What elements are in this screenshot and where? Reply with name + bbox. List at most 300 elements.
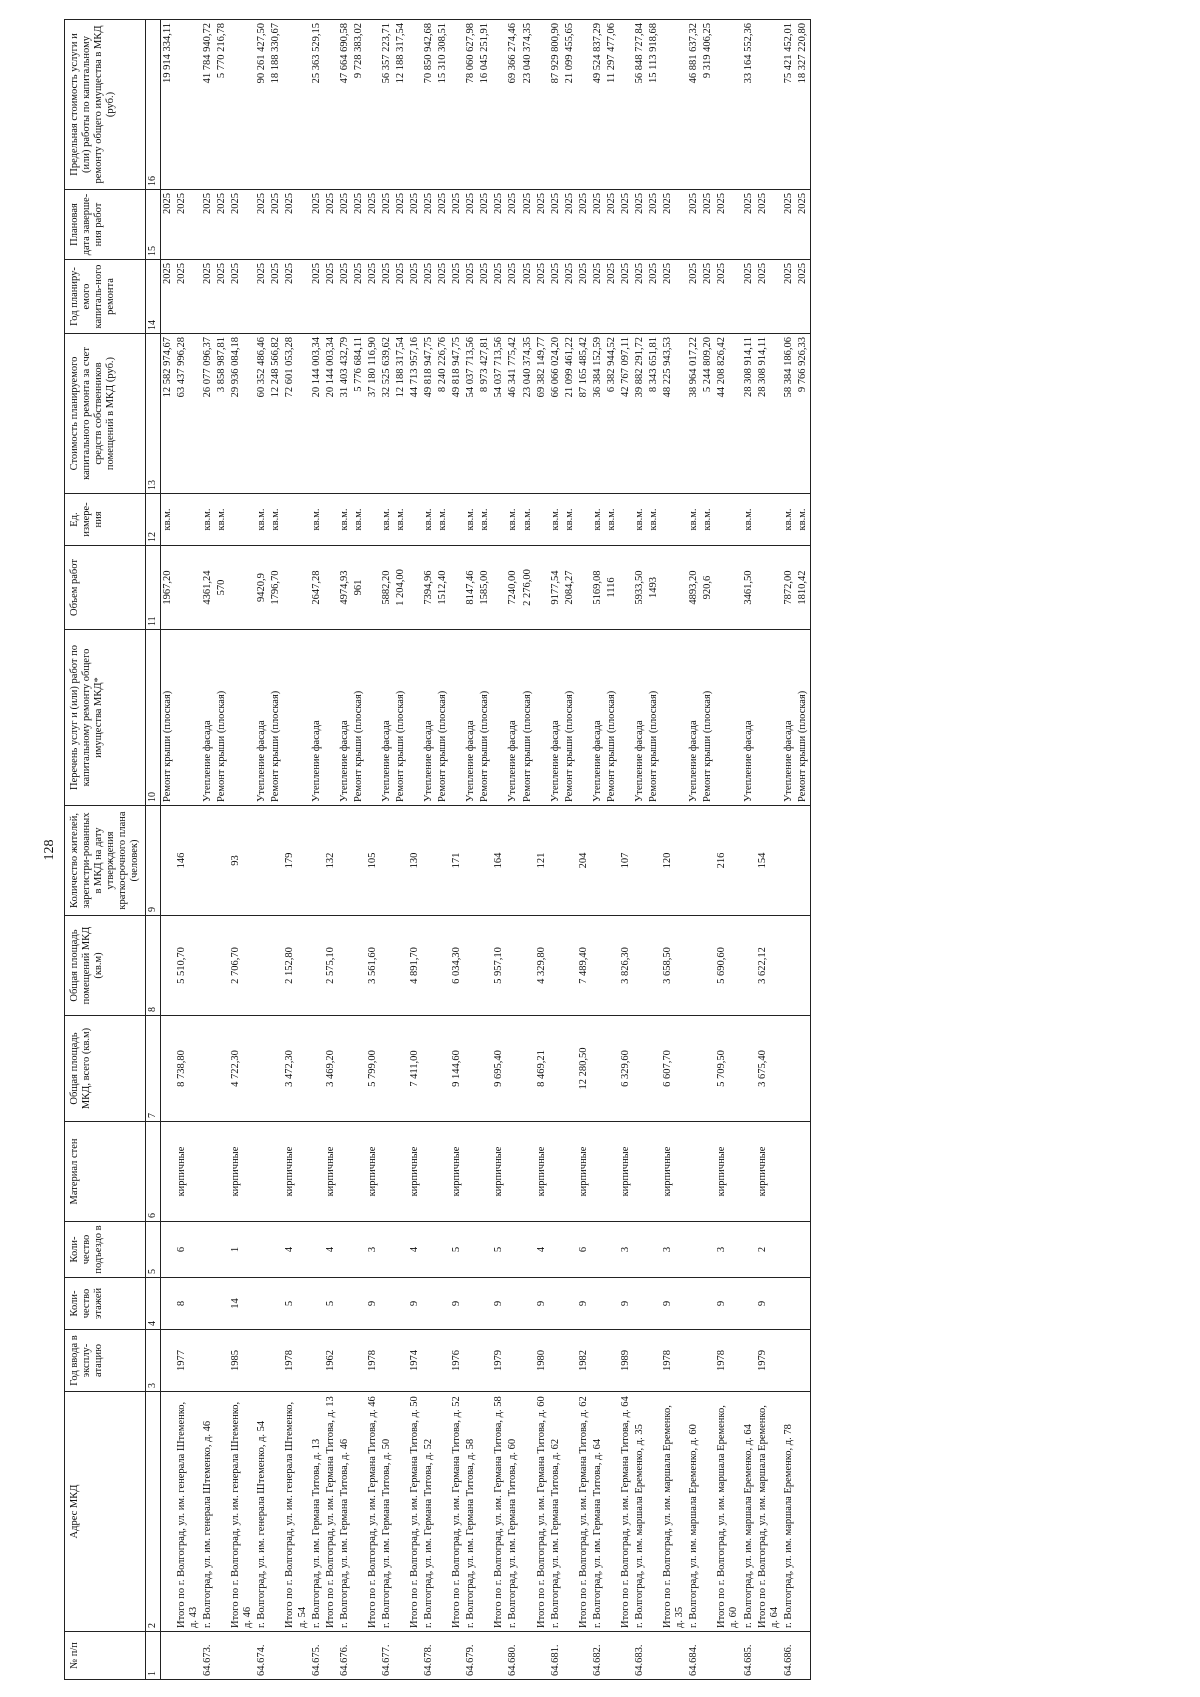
plan-year-cell: 2025 xyxy=(408,260,422,334)
entrances-cell xyxy=(436,1222,450,1278)
entrances-cell xyxy=(633,1222,647,1278)
plan-year-cell: 2025 xyxy=(478,260,492,334)
volume-cell: 1 204,00 xyxy=(394,546,408,630)
premises-area-cell xyxy=(506,916,520,1016)
premises-area-cell xyxy=(380,916,394,1016)
cost-cell: 8 240 226,76 xyxy=(436,334,450,494)
residents-cell xyxy=(310,806,324,916)
entrances-cell: 4 xyxy=(535,1222,549,1278)
floors-cell xyxy=(782,1278,796,1330)
row-number: 64.685. xyxy=(742,1632,756,1680)
material-cell: кирпичные xyxy=(324,1122,338,1222)
entrances-cell xyxy=(464,1222,478,1278)
premises-area-cell xyxy=(422,916,436,1016)
end-date-cell: 2025 xyxy=(324,190,338,260)
limit-cost-cell: 15 113 918,68 xyxy=(647,20,661,190)
address-cell xyxy=(160,1392,175,1632)
premises-area-cell xyxy=(701,916,715,1016)
work-type-cell xyxy=(324,630,338,806)
floors-cell xyxy=(380,1278,394,1330)
cost-cell: 66 066 024,20 xyxy=(549,334,563,494)
end-date-cell: 2025 xyxy=(591,190,605,260)
floors-cell xyxy=(160,1278,175,1330)
unit-cell xyxy=(577,494,591,546)
plan-year-cell: 2025 xyxy=(380,260,394,334)
row-number: 64.684. xyxy=(687,1632,701,1680)
cost-cell: 48 225 943,53 xyxy=(661,334,687,494)
residents-cell: 93 xyxy=(229,806,255,916)
year-cell xyxy=(160,1330,175,1392)
end-date-cell: 2025 xyxy=(215,190,229,260)
plan-year-cell: 2025 xyxy=(366,260,380,334)
premises-area-cell xyxy=(521,916,535,1016)
premises-area-cell: 2 575,10 xyxy=(324,916,338,1016)
year-cell xyxy=(782,1330,796,1392)
work-type-cell xyxy=(408,630,422,806)
limit-cost-cell: 41 784 940,72 xyxy=(201,20,215,190)
work-type-cell: Утепление фасада xyxy=(201,630,215,806)
cost-cell: 36 384 152,59 xyxy=(591,334,605,494)
column-number: 4 xyxy=(146,1278,161,1330)
work-type-cell: Утепление фасада xyxy=(310,630,324,806)
year-cell xyxy=(521,1330,535,1392)
end-date-cell: 2025 xyxy=(782,190,796,260)
year-cell: 1979 xyxy=(492,1330,506,1392)
work-type-cell xyxy=(283,630,309,806)
address-cell xyxy=(394,1392,408,1632)
address-cell: Итого по г. Волгоград, ул. им. маршала Еременко, д. 64 xyxy=(756,1392,782,1632)
year-cell: 1978 xyxy=(366,1330,380,1392)
unit-cell: кв.м. xyxy=(605,494,619,546)
limit-cost-cell xyxy=(283,20,309,190)
limit-cost-cell xyxy=(715,20,741,190)
floors-cell xyxy=(742,1278,756,1330)
total-area-cell xyxy=(701,1016,715,1122)
plan-year-cell: 2025 xyxy=(782,260,796,334)
total-row xyxy=(492,20,506,1680)
year-cell xyxy=(338,1330,352,1392)
volume-cell xyxy=(283,546,309,630)
column-header: Год планиру-емого капиталь-ного ремонта xyxy=(65,260,146,334)
premises-area-cell xyxy=(796,916,811,1016)
year-cell xyxy=(633,1330,647,1392)
volume-cell xyxy=(450,546,464,630)
total-area-cell: 8 469,21 xyxy=(535,1016,549,1122)
residents-cell xyxy=(338,806,352,916)
end-date-cell: 2025 xyxy=(715,190,741,260)
table-row xyxy=(563,20,577,1680)
volume-cell: 1116 xyxy=(605,546,619,630)
material-cell: кирпичные xyxy=(229,1122,255,1222)
work-type-cell: Ремонт крыши (плоская) xyxy=(701,630,715,806)
address-cell xyxy=(478,1392,492,1632)
floors-cell: 9 xyxy=(366,1278,380,1330)
cost-cell: 31 403 432,79 xyxy=(338,334,352,494)
year-cell: 1982 xyxy=(577,1330,591,1392)
column-number: 5 xyxy=(146,1222,161,1278)
end-date-cell: 2025 xyxy=(175,190,201,260)
end-date-cell: 2025 xyxy=(661,190,687,260)
cost-cell: 32 525 639,62 xyxy=(380,334,394,494)
work-type-cell xyxy=(661,630,687,806)
column-header: Перечень услуг и (или) работ по капитальному ремонту общего имущества МКД* xyxy=(65,630,146,806)
total-area-cell: 7 411,00 xyxy=(408,1016,422,1122)
table-row xyxy=(782,20,796,1680)
address-cell: Итого по г. Волгоград, ул. им. Германа Титова, д. 62 xyxy=(577,1392,591,1632)
volume-cell xyxy=(229,546,255,630)
unit-cell xyxy=(408,494,422,546)
material-cell xyxy=(436,1122,450,1222)
address-cell xyxy=(563,1392,577,1632)
residents-cell xyxy=(782,806,796,916)
entrances-cell: 4 xyxy=(408,1222,422,1278)
end-date-cell: 2025 xyxy=(201,190,215,260)
unit-cell: кв.м. xyxy=(521,494,535,546)
address-cell: г. Волгоград, ул. им. маршала Еременко, д. 35 xyxy=(633,1392,647,1632)
table-row xyxy=(394,20,408,1680)
total-area-cell xyxy=(201,1016,215,1122)
total-area-cell: 5 709,50 xyxy=(715,1016,741,1122)
address-cell xyxy=(269,1392,283,1632)
address-cell: г. Волгоград, ул. им. Германа Титова, д. 62 xyxy=(549,1392,563,1632)
address-cell: Итого по г. Волгоград, ул. им. Германа Титова, д. 52 xyxy=(450,1392,464,1632)
table-row xyxy=(687,20,701,1680)
plan-year-cell: 2025 xyxy=(577,260,591,334)
address-cell xyxy=(215,1392,229,1632)
cost-cell: 54 037 713,56 xyxy=(464,334,478,494)
residents-cell: 121 xyxy=(535,806,549,916)
table-row xyxy=(215,20,229,1680)
residents-cell: 164 xyxy=(492,806,506,916)
address-cell: г. Волгоград, ул. им. Германа Титова, д. 58 xyxy=(464,1392,478,1632)
table-row xyxy=(201,20,215,1680)
residents-cell xyxy=(633,806,647,916)
limit-cost-cell: 9 728 383,02 xyxy=(352,20,366,190)
total-area-cell: 6 329,60 xyxy=(619,1016,633,1122)
premises-area-cell: 2 706,70 xyxy=(229,916,255,1016)
unit-cell xyxy=(324,494,338,546)
year-cell xyxy=(563,1330,577,1392)
cost-cell: 39 882 291,72 xyxy=(633,334,647,494)
address-cell: Итого по г. Волгоград, ул. им. Германа Титова, д. 64 xyxy=(619,1392,633,1632)
plan-year-cell: 2025 xyxy=(201,260,215,334)
residents-cell xyxy=(506,806,520,916)
column-number: 2 xyxy=(146,1392,161,1632)
address-cell: Итого по г. Волгоград, ул. им. Германа Титова, д. 46 xyxy=(366,1392,380,1632)
total-row xyxy=(577,20,591,1680)
premises-area-cell: 5 510,70 xyxy=(175,916,201,1016)
total-row xyxy=(283,20,309,1680)
floors-cell xyxy=(521,1278,535,1330)
plan-year-cell: 2025 xyxy=(591,260,605,334)
entrances-cell xyxy=(506,1222,520,1278)
limit-cost-cell xyxy=(535,20,549,190)
row-number xyxy=(436,1632,450,1680)
unit-cell: кв.м. xyxy=(255,494,269,546)
premises-area-cell xyxy=(215,916,229,1016)
premises-area-cell xyxy=(633,916,647,1016)
column-number: 11 xyxy=(146,546,161,630)
limit-cost-cell xyxy=(756,20,782,190)
end-date-cell: 2025 xyxy=(549,190,563,260)
end-date-cell: 2025 xyxy=(687,190,701,260)
work-type-cell: Утепление фасада xyxy=(549,630,563,806)
unit-cell: кв.м. xyxy=(796,494,811,546)
end-date-cell: 2025 xyxy=(229,190,255,260)
material-cell xyxy=(782,1122,796,1222)
plan-year-cell: 2025 xyxy=(742,260,756,334)
premises-area-cell: 3 561,60 xyxy=(366,916,380,1016)
table-row xyxy=(310,20,324,1680)
work-type-cell xyxy=(366,630,380,806)
end-date-cell: 2025 xyxy=(577,190,591,260)
end-date-cell: 2025 xyxy=(619,190,633,260)
total-area-cell: 12 280,50 xyxy=(577,1016,591,1122)
floors-cell: 5 xyxy=(283,1278,309,1330)
entrances-cell: 3 xyxy=(619,1222,633,1278)
cost-cell: 54 037 713,56 xyxy=(492,334,506,494)
row-number xyxy=(324,1632,338,1680)
limit-cost-cell: 25 363 529,15 xyxy=(310,20,324,190)
entrances-cell: 6 xyxy=(175,1222,201,1278)
end-date-cell: 2025 xyxy=(366,190,380,260)
volume-cell: 1796,70 xyxy=(269,546,283,630)
material-cell xyxy=(394,1122,408,1222)
work-type-cell xyxy=(450,630,464,806)
total-area-cell xyxy=(464,1016,478,1122)
residents-cell xyxy=(436,806,450,916)
work-type-cell: Ремонт крыши (плоская) xyxy=(796,630,811,806)
plan-year-cell: 2025 xyxy=(215,260,229,334)
end-date-cell: 2025 xyxy=(756,190,782,260)
material-cell: кирпичные xyxy=(715,1122,741,1222)
limit-cost-cell: 56 357 223,71 xyxy=(380,20,394,190)
total-area-cell: 3 469,20 xyxy=(324,1016,338,1122)
row-number xyxy=(160,1632,175,1680)
cost-cell: 44 208 826,42 xyxy=(715,334,741,494)
limit-cost-cell: 49 524 837,29 xyxy=(591,20,605,190)
plan-year-cell: 2025 xyxy=(269,260,283,334)
address-cell: г. Волгоград, ул. им. генерала Штеменко, д. 54 xyxy=(255,1392,269,1632)
row-number xyxy=(394,1632,408,1680)
plan-year-cell: 2025 xyxy=(422,260,436,334)
volume-cell xyxy=(661,546,687,630)
unit-cell: кв.м. xyxy=(160,494,175,546)
floors-cell: 9 xyxy=(661,1278,687,1330)
material-cell xyxy=(478,1122,492,1222)
year-cell xyxy=(269,1330,283,1392)
total-area-cell xyxy=(742,1016,756,1122)
total-row xyxy=(535,20,549,1680)
end-date-cell: 2025 xyxy=(283,190,309,260)
column-header: Предельная стоимость услуги и (или) работы по капитальному ремонту общего имущества в МКД (руб.) xyxy=(65,20,146,190)
column-header: Объем работ xyxy=(65,546,146,630)
end-date-cell: 2025 xyxy=(647,190,661,260)
limit-cost-cell: 9 319 406,25 xyxy=(701,20,715,190)
entrances-cell xyxy=(647,1222,661,1278)
row-number xyxy=(619,1632,633,1680)
cost-cell: 69 382 149,77 xyxy=(535,334,549,494)
entrances-cell xyxy=(255,1222,269,1278)
total-area-cell: 6 607,70 xyxy=(661,1016,687,1122)
table-row xyxy=(478,20,492,1680)
entrances-cell xyxy=(605,1222,619,1278)
residents-cell xyxy=(563,806,577,916)
year-cell: 1962 xyxy=(324,1330,338,1392)
column-number: 15 xyxy=(146,190,161,260)
unit-cell xyxy=(715,494,741,546)
unit-cell xyxy=(492,494,506,546)
plan-year-cell: 2025 xyxy=(394,260,408,334)
row-number: 64.681. xyxy=(549,1632,563,1680)
work-type-cell: Ремонт крыши (плоская) xyxy=(563,630,577,806)
premises-area-cell: 6 034,30 xyxy=(450,916,464,1016)
limit-cost-cell: 56 848 727,84 xyxy=(633,20,647,190)
floors-cell xyxy=(563,1278,577,1330)
year-cell xyxy=(380,1330,394,1392)
material-cell xyxy=(742,1122,756,1222)
column-number: 12 xyxy=(146,494,161,546)
total-row xyxy=(324,20,338,1680)
volume-cell: 961 xyxy=(352,546,366,630)
year-cell xyxy=(605,1330,619,1392)
premises-area-cell: 3 622,12 xyxy=(756,916,782,1016)
plan-year-cell: 2025 xyxy=(436,260,450,334)
end-date-cell: 2025 xyxy=(633,190,647,260)
plan-year-cell: 2025 xyxy=(229,260,255,334)
unit-cell: кв.м. xyxy=(269,494,283,546)
row-number: 64.674. xyxy=(255,1632,269,1680)
address-cell xyxy=(605,1392,619,1632)
end-date-cell: 2025 xyxy=(380,190,394,260)
volume-cell: 5169,08 xyxy=(591,546,605,630)
year-cell xyxy=(742,1330,756,1392)
residents-cell xyxy=(215,806,229,916)
volume-cell: 1512,40 xyxy=(436,546,450,630)
floors-cell xyxy=(422,1278,436,1330)
total-area-cell: 9 144,60 xyxy=(450,1016,464,1122)
cost-cell: 37 180 116,90 xyxy=(366,334,380,494)
total-area-cell: 3 675,40 xyxy=(756,1016,782,1122)
row-number xyxy=(408,1632,422,1680)
total-area-cell xyxy=(422,1016,436,1122)
volume-cell xyxy=(577,546,591,630)
plan-year-cell: 2025 xyxy=(506,260,520,334)
volume-cell: 1493 xyxy=(647,546,661,630)
cost-cell: 46 341 775,42 xyxy=(506,334,520,494)
material-cell xyxy=(201,1122,215,1222)
plan-year-cell: 2025 xyxy=(492,260,506,334)
column-number: 16 xyxy=(146,20,161,190)
total-area-cell xyxy=(563,1016,577,1122)
limit-cost-cell: 75 421 452,01 xyxy=(782,20,796,190)
residents-cell: 146 xyxy=(175,806,201,916)
row-number: 64.675. xyxy=(310,1632,324,1680)
limit-cost-cell: 47 664 690,58 xyxy=(338,20,352,190)
material-cell xyxy=(215,1122,229,1222)
total-row xyxy=(715,20,741,1680)
residents-cell xyxy=(201,806,215,916)
material-cell: кирпичные xyxy=(577,1122,591,1222)
entrances-cell xyxy=(394,1222,408,1278)
year-cell xyxy=(591,1330,605,1392)
year-cell: 1976 xyxy=(450,1330,464,1392)
column-header: Адрес МКД xyxy=(65,1392,146,1632)
plan-year-cell: 2025 xyxy=(310,260,324,334)
unit-cell: кв.м. xyxy=(215,494,229,546)
row-number xyxy=(352,1632,366,1680)
plan-year-cell: 2025 xyxy=(633,260,647,334)
material-cell xyxy=(506,1122,520,1222)
floors-cell: 9 xyxy=(492,1278,506,1330)
plan-year-cell: 2025 xyxy=(619,260,633,334)
entrances-cell: 1 xyxy=(229,1222,255,1278)
address-cell: Итого по г. Волгоград, ул. им. генерала Штеменко, д. 46 xyxy=(229,1392,255,1632)
total-area-cell xyxy=(255,1016,269,1122)
residents-cell xyxy=(464,806,478,916)
plan-year-cell: 2025 xyxy=(535,260,549,334)
row-number xyxy=(577,1632,591,1680)
volume-cell: 1967,20 xyxy=(160,546,175,630)
limit-cost-cell: 16 045 251,91 xyxy=(478,20,492,190)
row-number xyxy=(283,1632,309,1680)
floors-cell xyxy=(591,1278,605,1330)
year-cell xyxy=(215,1330,229,1392)
volume-cell: 4361,24 xyxy=(201,546,215,630)
address-cell: Итого по г. Волгоград, ул. им. маршала Еременко, д. 60 xyxy=(715,1392,741,1632)
table-row xyxy=(605,20,619,1680)
row-number xyxy=(605,1632,619,1680)
column-number: 9 xyxy=(146,806,161,916)
address-cell: г. Волгоград, ул. им. Германа Титова, д. 50 xyxy=(380,1392,394,1632)
year-cell xyxy=(687,1330,701,1392)
address-cell: Итого по г. Волгоград, ул. им. генерала Штеменко, д. 54 xyxy=(283,1392,309,1632)
total-area-cell xyxy=(605,1016,619,1122)
work-type-cell: Утепление фасада xyxy=(422,630,436,806)
limit-cost-cell: 21 099 455,65 xyxy=(563,20,577,190)
material-cell: кирпичные xyxy=(366,1122,380,1222)
year-cell xyxy=(394,1330,408,1392)
work-type-cell: Утепление фасада xyxy=(464,630,478,806)
table-row xyxy=(549,20,563,1680)
address-cell: г. Волгоград, ул. им. Германа Титова, д. 60 xyxy=(506,1392,520,1632)
residents-cell xyxy=(647,806,661,916)
premises-area-cell xyxy=(394,916,408,1016)
volume-cell xyxy=(492,546,506,630)
total-area-cell xyxy=(549,1016,563,1122)
entrances-cell xyxy=(782,1222,796,1278)
work-type-cell: Утепление фасада xyxy=(591,630,605,806)
column-number: 3 xyxy=(146,1330,161,1392)
floors-cell xyxy=(310,1278,324,1330)
work-type-cell xyxy=(175,630,201,806)
table-header-row xyxy=(65,20,146,1680)
table-row xyxy=(742,20,756,1680)
limit-cost-cell: 19 914 334,11 xyxy=(160,20,175,190)
volume-cell xyxy=(619,546,633,630)
year-cell xyxy=(478,1330,492,1392)
residents-cell xyxy=(478,806,492,916)
floors-cell xyxy=(605,1278,619,1330)
cost-cell: 20 144 003,34 xyxy=(324,334,338,494)
cost-cell: 26 077 096,37 xyxy=(201,334,215,494)
entrances-cell xyxy=(310,1222,324,1278)
unit-cell: кв.м. xyxy=(701,494,715,546)
premises-area-cell xyxy=(160,916,175,1016)
entrances-cell: 5 xyxy=(492,1222,506,1278)
address-cell: г. Волгоград, ул. им. маршала Еременко, д. 60 xyxy=(687,1392,701,1632)
total-area-cell: 5 799,00 xyxy=(366,1016,380,1122)
